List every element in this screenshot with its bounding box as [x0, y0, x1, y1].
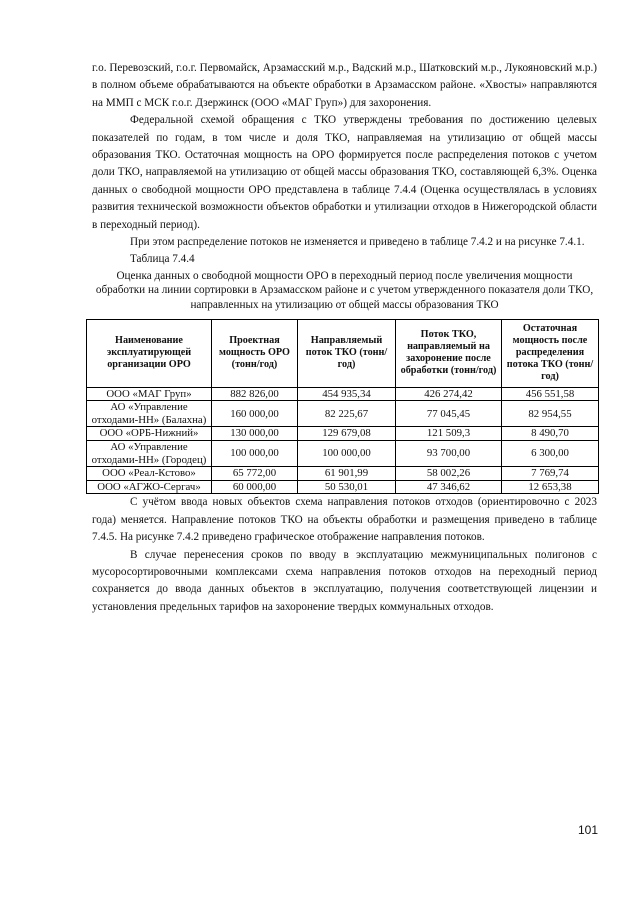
table-label: Таблица 7.4.4 — [130, 253, 195, 266]
paragraph-routing: г.о. Перевозский, г.о.г. Первомайск, Арзамасский м.р., Вадский м.р., Шатковский м.р., Лукояновский м.р.) в полном объеме обрабатываются на объекте обработки в Арзамасском районе. «Хвосты» направляются на ММП с МСК г.о.г. Дзержинск (ООО «МАГ Груп») для захоронения. — [92, 62, 597, 109]
cell-landfill-flow: 121 509,3 — [396, 427, 502, 441]
cell-organization: ООО «МАГ Груп» — [87, 387, 212, 401]
table-row — [87, 441, 599, 467]
table-row — [87, 480, 599, 494]
cell-residual-capacity: 8 490,70 — [502, 427, 599, 441]
cell-design-capacity: 130 000,00 — [212, 427, 298, 441]
cell-residual-capacity: 456 551,58 — [502, 387, 599, 401]
cell-design-capacity: 65 772,00 — [212, 467, 298, 481]
document-page — [92, 60, 597, 616]
cell-landfill-flow: 77 045,45 — [396, 401, 502, 427]
cell-incoming-flow: 129 679,08 — [298, 427, 396, 441]
cell-design-capacity: 100 000,00 — [212, 441, 298, 467]
cell-organization: ООО «Реал-Кстово» — [87, 467, 212, 481]
table-row — [87, 467, 599, 481]
table-title: Оценка данных о свободной мощности ОРО в переходный период после увеличения мощности обработки на линии сортировки в Арзамасском районе и с учетом утвержденного показателя доли ТКО, направленных на утилизацию от общей массы образования ТКО — [95, 269, 594, 312]
cell-organization: ООО «АГЖО-Сергач» — [87, 480, 212, 494]
paragraph-federal-scheme: Федеральной схемой обращения с ТКО утверждены требования по достижению целевых показателей по годам, в том числе и доля ТКО, направляемая на утилизацию от общей массы образования ТКО. Остаточная мощность на ОРО формируется после распределения потоков с учетом доли ТКО, направляемой на утилизацию от общей массы образования ТКО, составляющей 6,3%. Оценка данных о свободной мощности ОРО представлена в таблице 7.4.4 (Оценка осуществлялась в условиях развития технической возможности объектов обработки и утилизации отходов в Нижегородской области в переходный период). — [92, 114, 597, 231]
cell-residual-capacity: 7 769,74 — [502, 467, 599, 481]
paragraph-postponement: В случае перенесения сроков по вводу в эксплуатацию межмуниципальных полигонов с мусоросортировочными комплексами схема направления потоков отходов на переходный период сохраняется до ввода данных объектов в эксплуатацию, получения соответствующей лицензии и установления предельных тарифов на захоронение твердых коммунальных отходов. — [92, 548, 597, 613]
header-incoming-flow: Направляемый поток ТКО (тонн/год) — [298, 319, 396, 387]
cell-incoming-flow: 50 530,01 — [298, 480, 396, 494]
table-row — [87, 387, 599, 401]
cell-residual-capacity: 6 300,00 — [502, 441, 599, 467]
table-row — [87, 427, 599, 441]
cell-incoming-flow: 82 225,67 — [298, 401, 396, 427]
header-residual-capacity: Остаточная мощность после распределения потока ТКО (тонн/год) — [502, 319, 599, 387]
paragraph-distribution: При этом распределение потоков не изменяется и приведено в таблице 7.4.2 и на рисунке 7.4.1. — [130, 236, 585, 249]
table-header-row — [87, 319, 599, 387]
cell-landfill-flow: 93 700,00 — [396, 441, 502, 467]
cell-residual-capacity: 82 954,55 — [502, 401, 599, 427]
cell-landfill-flow: 426 274,42 — [396, 387, 502, 401]
page-number: 101 — [578, 823, 599, 837]
paragraph-new-objects: С учётом ввода новых объектов схема направления потоков отходов (ориентировочно с 2023 года) меняется. Направление потоков ТКО на объекты обработки и размещения приведено в таблице 7.4.5. На рисунке 7.4.2 приведено графическое отображение направления потоков. — [92, 496, 597, 544]
cell-design-capacity: 60 000,00 — [212, 480, 298, 494]
cell-design-capacity: 882 826,00 — [212, 387, 298, 401]
header-landfill-flow: Поток ТКО, направляемый на захоронение после обработки (тонн/год) — [396, 319, 502, 387]
header-organization: Наименование эксплуатирующей организации ОРО — [87, 319, 212, 387]
cell-design-capacity: 160 000,00 — [212, 401, 298, 427]
cell-incoming-flow: 61 901,99 — [298, 467, 396, 481]
cell-organization: АО «Управление отходами-НН» (Городец) — [87, 441, 212, 467]
table-row — [87, 401, 599, 427]
cell-landfill-flow: 58 002,26 — [396, 467, 502, 481]
header-design-capacity: Проектная мощность ОРО (тонн/год) — [212, 319, 298, 387]
cell-organization: ООО «ОРБ-Нижний» — [87, 427, 212, 441]
cell-landfill-flow: 47 346,62 — [396, 480, 502, 494]
capacity-table — [86, 319, 599, 495]
cell-organization: АО «Управление отходами-НН» (Балахна) — [87, 401, 212, 427]
cell-incoming-flow: 100 000,00 — [298, 441, 396, 467]
cell-incoming-flow: 454 935,34 — [298, 387, 396, 401]
cell-residual-capacity: 12 653,38 — [502, 480, 599, 494]
